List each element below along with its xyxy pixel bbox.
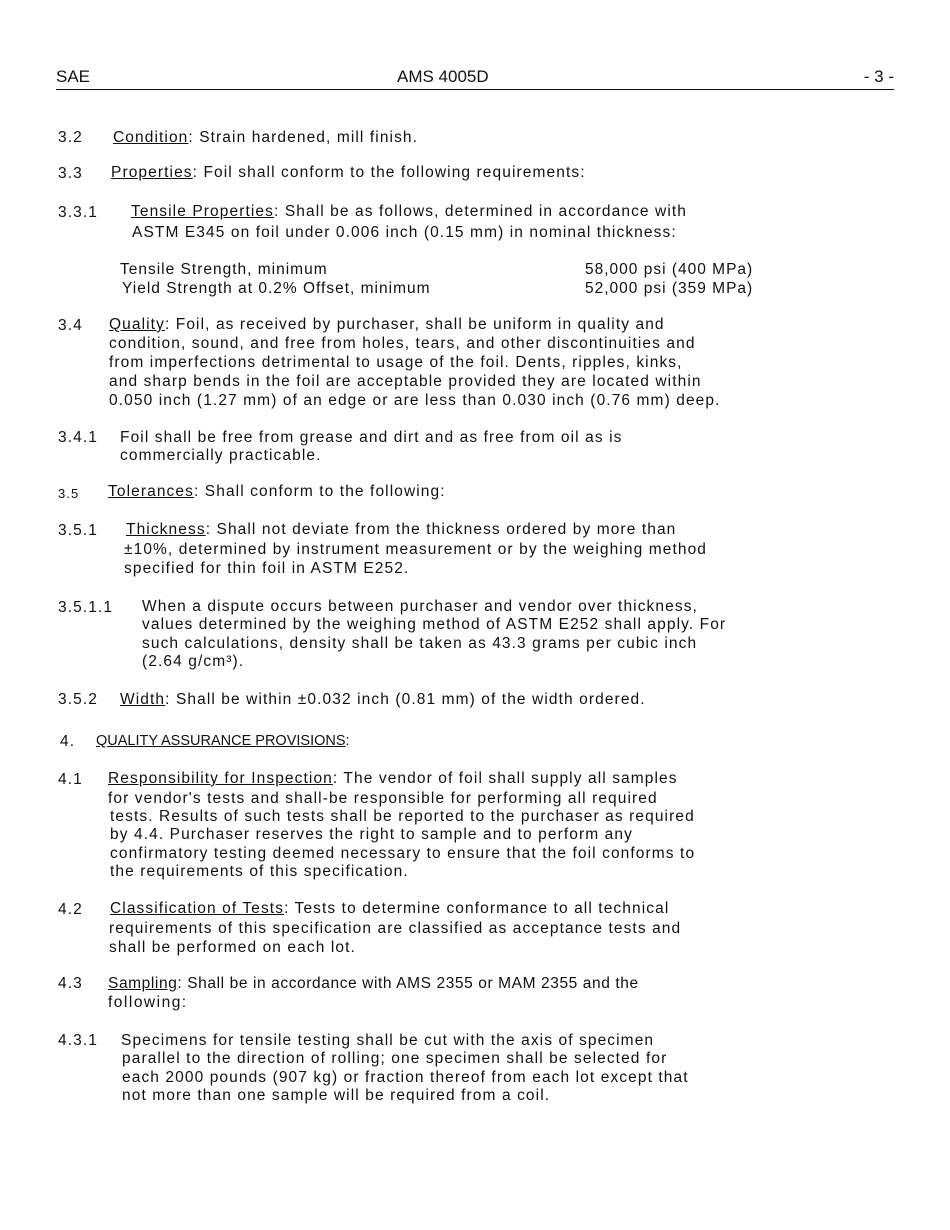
section-text-line: ASTM E345 on foil under 0.006 inch (0.15 mm) in nominal thickness: <box>132 224 677 241</box>
section-number: 3.5.2 <box>58 691 98 708</box>
section-title: Properties <box>111 164 193 181</box>
section-text-line: values determined by the weighing method of ASTM E252 shall apply. For <box>142 616 727 633</box>
section-3-3 <box>111 163 586 182</box>
section-text-line: from imperfections detrimental to usage of the foil. Dents, ripples, kinks, <box>109 354 683 371</box>
section-text: : Tests to determine conformance to all technical <box>284 900 670 917</box>
section-4-1 <box>108 769 678 788</box>
section-text-line: ±10%, determined by instrument measurement or by the weighing method <box>124 541 708 558</box>
section-3-5-2 <box>120 690 646 709</box>
section-3-2 <box>113 128 418 147</box>
section-number: 4.3.1 <box>58 1032 98 1049</box>
table-label: Yield Strength at 0.2% Offset, minimum <box>122 280 431 297</box>
section-3-3-1 <box>131 202 687 221</box>
table-label: Tensile Strength, minimum <box>120 261 328 278</box>
section-text: : Strain hardened, mill finish. <box>188 129 419 146</box>
page-header <box>56 67 894 90</box>
section-text: : Shall conform to the following: <box>193 483 446 500</box>
section-number: 3.2 <box>58 129 83 146</box>
section-text: : The vendor of foil shall supply all samples <box>332 770 678 787</box>
section-title: Width <box>120 691 166 708</box>
section-title: Tolerances <box>108 483 194 500</box>
section-3-5 <box>108 482 446 501</box>
section-number: 3.4.1 <box>58 429 98 446</box>
section-text-line: parallel to the direction of rolling; one specimen shall be selected for <box>122 1050 668 1067</box>
section-text: : Foil shall conform to the following requirements: <box>192 164 586 181</box>
property-table <box>120 260 780 298</box>
section-number: 4.2 <box>58 901 83 918</box>
section-text-line: tests. Results of such tests shall be reported to the purchaser as required <box>110 808 695 825</box>
section-text-line: When a dispute occurs between purchaser and vendor over thickness, <box>142 598 698 615</box>
section-number: 4. <box>60 733 76 750</box>
section-number: 3.5.1 <box>58 522 98 539</box>
section-4-3 <box>108 974 639 993</box>
header-doc-id: AMS 4005D <box>397 67 489 86</box>
section-text-line: condition, sound, and free from holes, tears, and other discontinuities and <box>109 335 696 352</box>
section-text-line: Foil shall be free from grease and dirt and as free from oil as is <box>120 429 623 446</box>
section-title: Condition <box>113 129 189 146</box>
table-row <box>120 260 780 279</box>
section-text-line: for vendor's tests and shall-be responsible for performing all required <box>108 790 658 807</box>
section-title: Tensile Properties <box>131 203 274 220</box>
section-number: 3.3 <box>58 165 83 182</box>
section-text: : Shall be within ±0.032 inch (0.81 mm) of the width ordered. <box>165 691 646 708</box>
section-number: 3.3.1 <box>58 204 98 221</box>
section-text-line: following: <box>108 994 188 1011</box>
table-row <box>120 279 780 298</box>
section-text-line: Specimens for tensile testing shall be cut with the axis of specimen <box>121 1032 655 1049</box>
header-page-number: - 3 - <box>863 67 894 86</box>
section-text-line: (2.64 g/cm³). <box>142 653 245 670</box>
section-4 <box>96 732 350 751</box>
section-text-line: shall be performed on each lot. <box>109 939 356 956</box>
section-title: QUALITY ASSURANCE PROVISIONS <box>96 733 346 749</box>
section-text: : Shall not deviate from the thickness ordered by more than <box>205 521 677 538</box>
section-text-line: such calculations, density shall be taken as 43.3 grams per cubic inch <box>142 635 698 652</box>
section-title: Responsibility for Inspection <box>108 770 333 787</box>
section-text-line: confirmatory testing deemed necessary to ensure that the foil conforms to <box>110 845 696 862</box>
section-title: Classification of Tests <box>110 900 285 917</box>
section-number: 4.3 <box>58 975 83 992</box>
section-text-line: each 2000 pounds (907 kg) or fraction thereof from each lot except that <box>122 1069 689 1086</box>
header-org: SAE <box>56 67 91 86</box>
section-text-line: not more than one sample will be required from a coil. <box>122 1087 551 1104</box>
section-3-5-1 <box>126 520 676 539</box>
section-text-line: commercially practicable. <box>120 447 322 464</box>
section-text-line: 0.050 inch (1.27 mm) of an edge or are less than 0.030 inch (0.76 mm) deep. <box>109 392 721 409</box>
section-text-line: requirements of this specification are classified as acceptance tests and <box>109 920 682 937</box>
section-text-line: and sharp bends in the foil are acceptable provided they are located within <box>109 373 702 390</box>
section-colon: : <box>345 733 350 749</box>
section-title: Thickness <box>126 521 206 538</box>
section-4-2 <box>110 899 669 918</box>
table-value: 52,000 psi (359 MPa) <box>585 280 754 297</box>
section-text-line: specified for thin foil in ASTM E252. <box>124 560 410 577</box>
section-number: 3.5 <box>58 486 80 501</box>
section-text: : Foil, as received by purchaser, shall be uniform in quality and <box>164 316 665 333</box>
section-text-line: by 4.4. Purchaser reserves the right to sample and to perform any <box>110 826 633 843</box>
section-text: : Shall be as follows, determined in accordance with <box>274 203 688 220</box>
section-number: 4.1 <box>58 771 83 788</box>
section-number: 3.5.1.1 <box>58 599 114 616</box>
table-value: 58,000 psi (400 MPa) <box>585 261 754 278</box>
section-3-4 <box>109 315 665 334</box>
section-title: Quality <box>109 316 165 333</box>
section-text: : Shall be in accordance with AMS 2355 or MAM 2355 and the <box>177 975 639 992</box>
section-text-line: the requirements of this specification. <box>110 863 409 880</box>
section-number: 3.4 <box>58 317 83 334</box>
section-title: Sampling <box>108 975 178 992</box>
